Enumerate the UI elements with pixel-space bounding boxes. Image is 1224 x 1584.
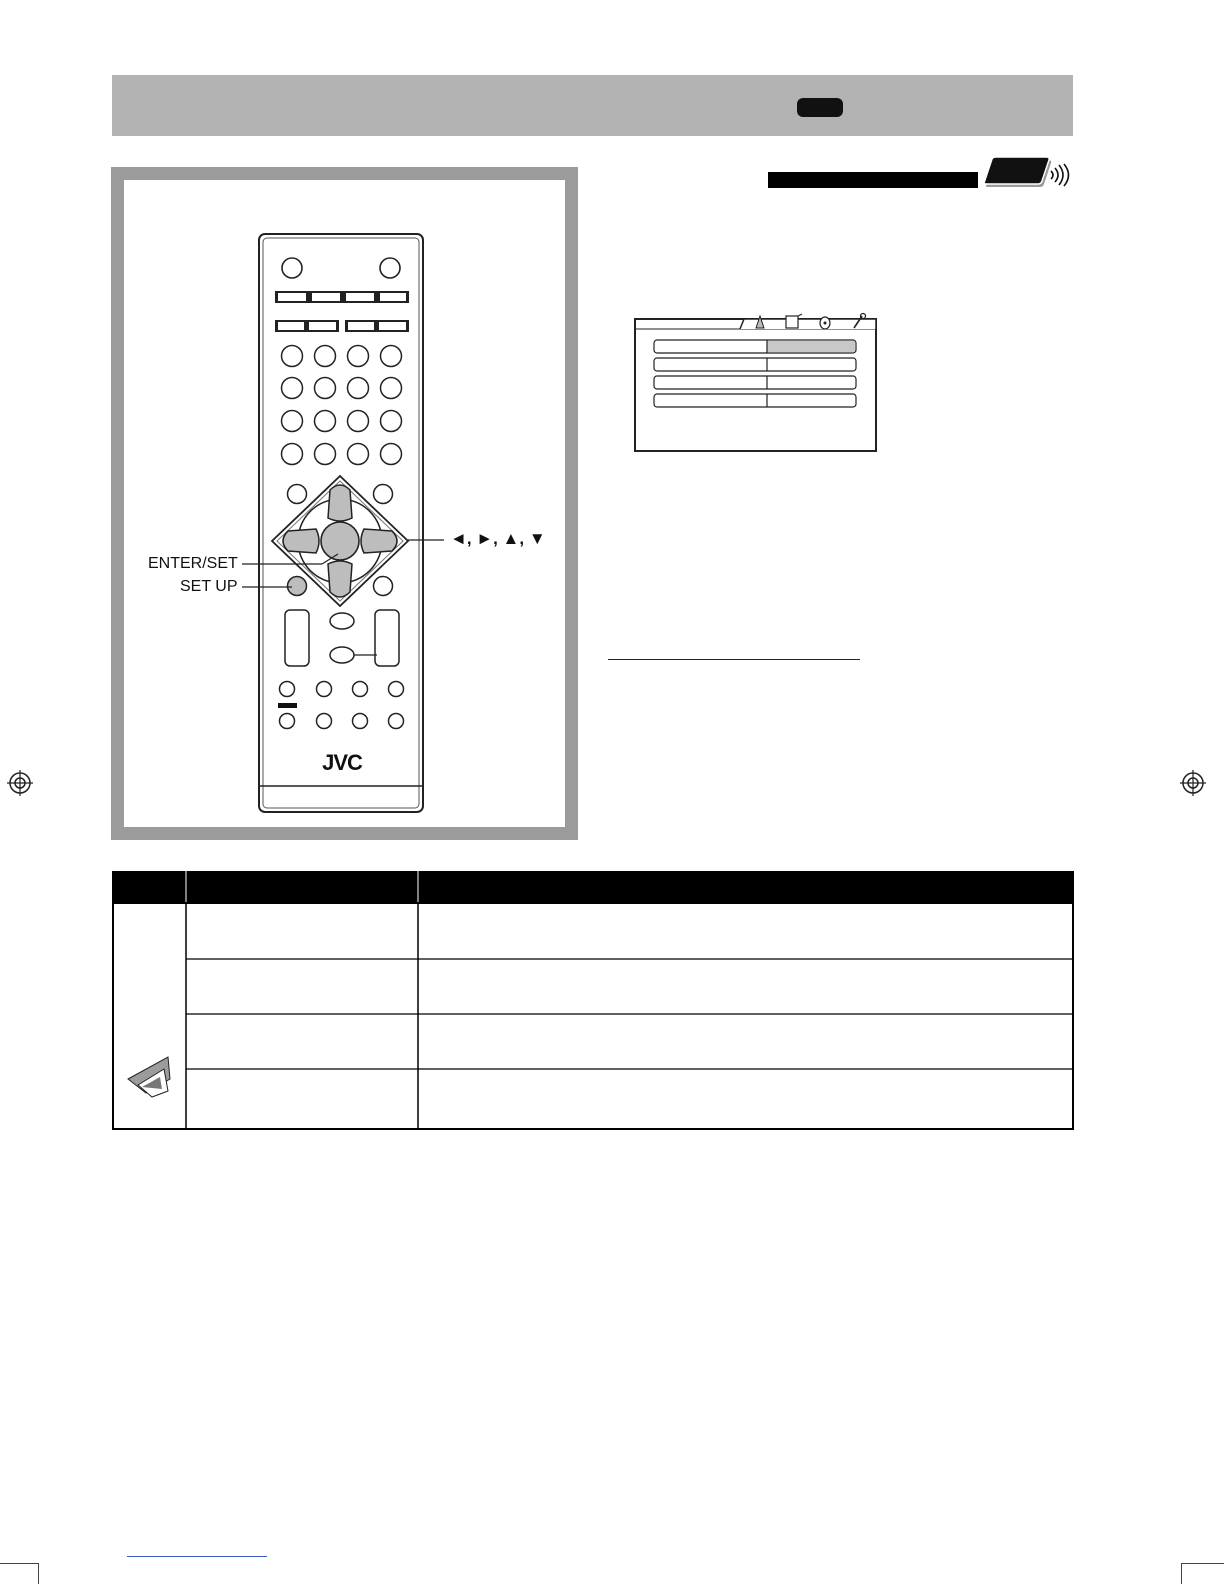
remote-brand-logo: JVC — [322, 750, 362, 775]
callout-lines — [238, 530, 448, 600]
crop-mark — [1181, 1563, 1224, 1564]
crop-mark — [1181, 1563, 1182, 1584]
disc-badge-icon — [980, 156, 1076, 192]
registration-mark-icon — [1180, 770, 1206, 796]
arrow-keys-label: ◄, ►, ▲, ▼ — [450, 529, 546, 548]
remote-control-illustration — [250, 228, 430, 818]
crop-mark — [0, 1563, 38, 1564]
setup-menu-screen — [632, 310, 882, 456]
set-up-label: SET UP — [180, 578, 238, 595]
enter-set-label: ENTER/SET — [148, 555, 238, 572]
disc-icon — [820, 317, 830, 329]
settings-table — [112, 871, 1074, 1131]
section-title-bar — [768, 172, 978, 188]
registration-mark-icon — [7, 770, 33, 796]
crop-mark — [38, 1563, 39, 1584]
bottom-link-rule — [127, 1556, 267, 1557]
page-header-band — [112, 75, 1073, 136]
header-badge — [797, 98, 843, 117]
note-divider — [608, 659, 860, 660]
